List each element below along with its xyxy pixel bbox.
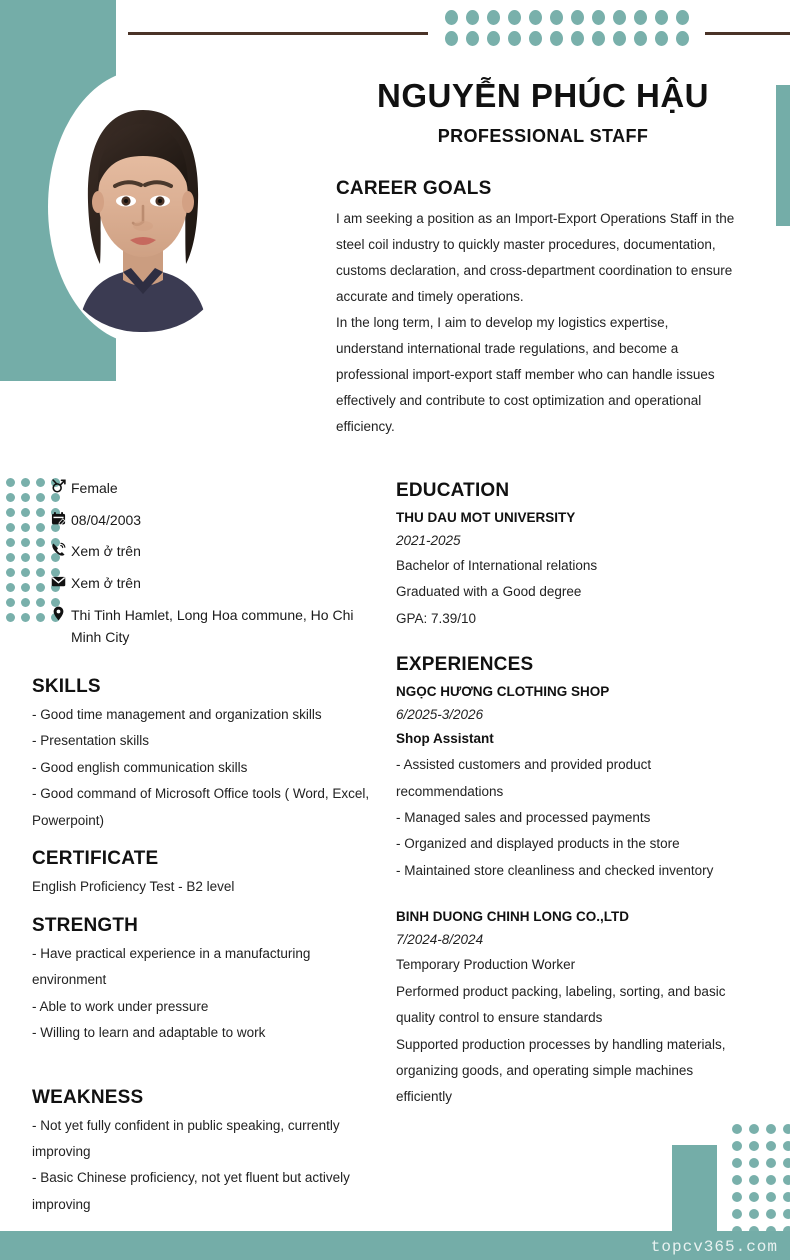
dot (487, 31, 500, 46)
dot (21, 493, 30, 502)
dot (766, 1124, 776, 1134)
dot (732, 1158, 742, 1168)
experience-role: Shop Assistant (396, 731, 494, 747)
experience-line: Supported production processes by handling materials, organizing goods, and operating simple machines efficiently (396, 1036, 726, 1105)
dot (613, 10, 626, 25)
phone-icon (45, 540, 71, 557)
right-column (396, 480, 746, 1127)
dot (6, 583, 15, 592)
dot (732, 1141, 742, 1151)
gender-icon (45, 477, 71, 494)
dot (592, 10, 605, 25)
dot (749, 1209, 759, 1219)
strength-title: STRENGTH (32, 914, 139, 936)
dot (676, 10, 689, 25)
dot (766, 1175, 776, 1185)
experience-line: - Maintained store cleanliness and checked inventory (396, 862, 714, 878)
dot (571, 10, 584, 25)
contact-list (45, 477, 375, 658)
dot (676, 31, 689, 46)
experience-line: - Assisted customers and provided product recommendations (396, 757, 652, 799)
dot (766, 1141, 776, 1151)
contact-value-address: Thi Tinh Hamlet, Long Hoa commune, Ho Chi Minh City (71, 606, 354, 646)
dot (766, 1209, 776, 1219)
dot (783, 1175, 790, 1185)
dot (6, 493, 15, 502)
dot (21, 598, 30, 607)
experience-role: Temporary Production Worker (396, 957, 576, 973)
certificate-section (32, 848, 380, 900)
experience-dates: 7/2024-8/2024 (396, 932, 484, 948)
dot (36, 478, 45, 487)
dot (766, 1192, 776, 1202)
dot (6, 568, 15, 577)
skills-item: - Good english communication skills (32, 759, 248, 775)
dot-row (728, 1137, 790, 1154)
dot (6, 613, 15, 622)
dot (6, 598, 15, 607)
skills-item: - Good command of Microsoft Office tools ( Word, Excel, Powerpoint) (32, 786, 370, 828)
dot (749, 1192, 759, 1202)
header-rule-left (128, 32, 428, 35)
dot (783, 1124, 790, 1134)
dot (6, 508, 15, 517)
skills-title: SKILLS (32, 676, 101, 697)
location-icon (45, 604, 71, 621)
dot (6, 478, 15, 487)
career-goals-body (336, 206, 736, 440)
strength-item: - Willing to learn and adaptable to work (32, 1025, 266, 1041)
education-entry (396, 507, 746, 632)
strength-section (32, 915, 380, 1047)
skills-section (32, 676, 380, 834)
dot (783, 1141, 790, 1151)
experiences-section (396, 654, 746, 1111)
dot (487, 10, 500, 25)
dot (613, 31, 626, 46)
candidate-name: NGUYỄN PHÚC HẬU (376, 77, 710, 114)
skills-item: - Presentation skills (32, 733, 150, 749)
contact-item-phone (45, 540, 375, 563)
dot (749, 1124, 759, 1134)
weakness-item: - Basic Chinese proficiency, not yet fluent but actively improving (32, 1170, 350, 1212)
weakness-item: - Not yet fully confident in public speaking, currently improving (32, 1117, 340, 1159)
experience-dates: 6/2025-3/2026 (396, 707, 484, 723)
contact-item-address (45, 604, 375, 649)
dot (749, 1158, 759, 1168)
dot (783, 1192, 790, 1202)
experience-org: BINH DUONG CHINH LONG CO.,LTD (396, 909, 629, 925)
dot (6, 553, 15, 562)
certificate-item: English Proficiency Test - B2 level (32, 879, 235, 895)
experience-entry (396, 906, 746, 1111)
dot (21, 613, 30, 622)
dot (36, 538, 45, 547)
dot (36, 598, 45, 607)
education-dates: 2021-2025 (396, 532, 461, 548)
contact-value-birthdate: 08/04/2003 (71, 511, 142, 528)
profile-photo (60, 82, 226, 332)
education-line: Bachelor of International relations (396, 557, 598, 573)
dot (783, 1209, 790, 1219)
contact-value-phone: Xem ở trên (71, 543, 141, 560)
dot (21, 568, 30, 577)
experience-line: - Organized and displayed products in the store (396, 836, 680, 852)
left-column (32, 676, 380, 1232)
dot (529, 31, 542, 46)
experience-line: Performed product packing, labeling, sorting, and basic quality control to ensure standards (396, 983, 726, 1026)
dot (634, 31, 647, 46)
email-icon (45, 572, 71, 589)
dot (550, 31, 563, 46)
header-rule-right (705, 32, 790, 35)
dot (529, 10, 542, 25)
dot (466, 31, 479, 46)
teal-block-bottom (672, 1145, 717, 1231)
education-section (396, 480, 746, 632)
portrait-illustration (60, 82, 226, 332)
dot (6, 523, 15, 532)
dot-row (441, 28, 693, 49)
dot (732, 1192, 742, 1202)
dot (36, 613, 45, 622)
dot-pattern-bottom-right (728, 1120, 790, 1239)
dot (36, 553, 45, 562)
dot-row (728, 1171, 790, 1188)
photo-image (60, 82, 226, 332)
dot (21, 538, 30, 547)
experiences-title: EXPERIENCES (396, 654, 534, 676)
certificate-title: CERTIFICATE (32, 848, 159, 870)
contact-item-gender (45, 477, 375, 500)
dot (783, 1158, 790, 1168)
dot (766, 1158, 776, 1168)
education-title: EDUCATION (396, 480, 510, 501)
watermark: topcv365.com (650, 1238, 778, 1256)
dot (445, 31, 458, 46)
dot (21, 583, 30, 592)
strength-item: - Have practical experience in a manufacturing environment (32, 945, 311, 988)
weakness-section (32, 1087, 380, 1219)
dot-row (728, 1154, 790, 1171)
dot (21, 478, 30, 487)
dot (508, 10, 521, 25)
dot (21, 553, 30, 562)
dot (36, 493, 45, 502)
experience-line: - Managed sales and processed payments (396, 809, 651, 825)
dot (732, 1175, 742, 1185)
experience-org: NGỌC HƯƠNG CLOTHING SHOP (396, 684, 610, 700)
dot (592, 31, 605, 46)
dot (36, 568, 45, 577)
education-line: GPA: 7.39/10 (396, 610, 477, 626)
education-org: THU DAU MOT UNIVERSITY (396, 510, 576, 525)
dot-row (441, 7, 693, 28)
dot-row (728, 1205, 790, 1222)
strength-item: - Able to work under pressure (32, 998, 209, 1014)
dot (749, 1175, 759, 1185)
dot-pattern-top (441, 7, 693, 49)
dot (36, 583, 45, 592)
contact-value-gender: Female (71, 480, 118, 496)
contact-item-email (45, 572, 375, 595)
dot (634, 10, 647, 25)
dot (445, 10, 458, 25)
dot (21, 523, 30, 532)
candidate-job-title: PROFESSIONAL STAFF (437, 126, 649, 146)
dot (466, 10, 479, 25)
dot (732, 1209, 742, 1219)
dot (21, 508, 30, 517)
weakness-title: WEAKNESS (32, 1086, 144, 1108)
dot (655, 10, 668, 25)
calendar-icon (45, 509, 71, 526)
dot (36, 508, 45, 517)
contact-value-email: Xem ở trên (71, 575, 141, 592)
education-line: Graduated with a Good degree (396, 584, 582, 600)
career-goals-section (336, 178, 736, 440)
career-goals-title: CAREER GOALS (336, 178, 492, 199)
career-goals-paragraph: I am seeking a position as an Import-Export Operations Staff in the steel coil industry to quickly master procedures, documentation, customs declaration, and cross-department coordination to ensure accurate and timely operations. (336, 211, 735, 305)
career-goals-paragraph: In the long term, I aim to develop my logistics expertise, understand international trade regulations, and become a professional import-export staff member who can handle issues effectively and contribute to cost optimization and operational efficiency. (336, 315, 715, 435)
dot (749, 1141, 759, 1151)
experience-entry (396, 681, 746, 884)
contact-item-birthdate (45, 509, 375, 532)
dot (571, 31, 584, 46)
dot (655, 31, 668, 46)
dot (36, 523, 45, 532)
dot (6, 538, 15, 547)
dot (508, 31, 521, 46)
dot-row (728, 1188, 790, 1205)
dot (550, 10, 563, 25)
skills-item: - Good time management and organization skills (32, 707, 322, 722)
